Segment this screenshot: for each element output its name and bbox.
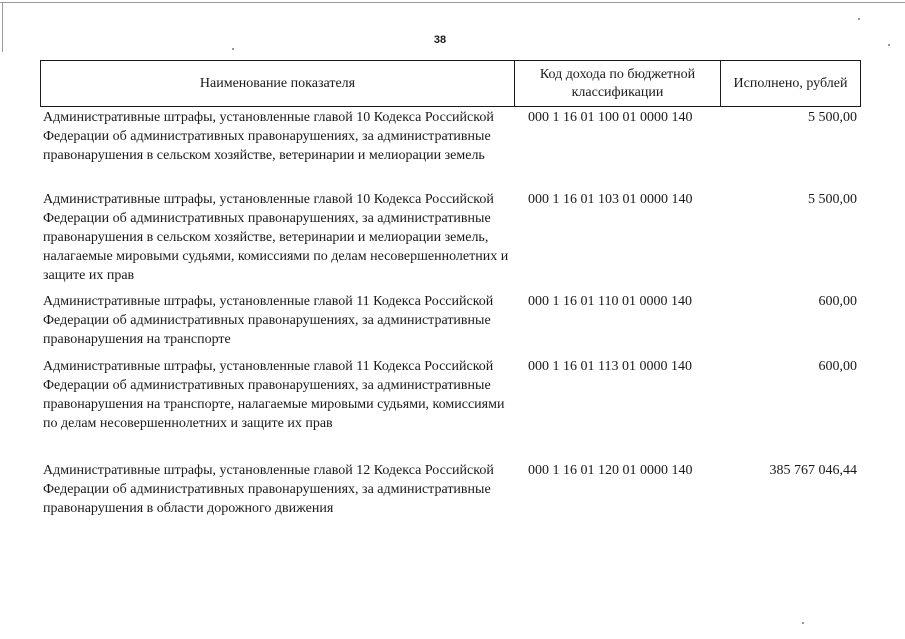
row-amount: 5 500,00: [808, 192, 857, 207]
row-name: Административные штрафы, установленные главой 10 Кодекса Российской Федерации об административных правонарушениях, за административные правонарушения в сельском хозяйстве, ветеринарии и мелиорации земель: [43, 110, 494, 163]
scan-speck: [232, 48, 234, 50]
table-row: [40, 357, 861, 433]
row-amount: 600,00: [818, 359, 857, 374]
scan-speck: [858, 18, 860, 20]
table-row: [40, 461, 861, 518]
row-amount: 5 500,00: [808, 110, 857, 125]
table-row: [40, 190, 861, 285]
table-row: [40, 292, 861, 349]
row-code: 000 1 16 01 103 01 0000 140: [528, 192, 693, 207]
header-code: Код дохода по бюджетной классификации: [515, 61, 721, 106]
row-amount: 385 767 046,44: [769, 463, 857, 478]
row-name: Административные штрафы, установленные главой 11 Кодекса Российской Федерации об административных правонарушениях, за административные правонарушения на транспорте, налагаемые мировыми судьями, комиссиями по делам несовершеннолетних и защите их прав: [43, 359, 505, 431]
table-header: [40, 60, 861, 107]
scan-speck: [888, 44, 890, 46]
header-amount: Исполнено, рублей: [733, 75, 848, 91]
row-name: Административные штрафы, установленные главой 12 Кодекса Российской Федерации об административных правонарушениях, за административные правонарушения в области дорожного движения: [43, 463, 494, 516]
row-code: 000 1 16 01 120 01 0000 140: [528, 463, 693, 478]
table-row: [40, 108, 861, 165]
row-code: 000 1 16 01 100 01 0000 140: [528, 110, 693, 125]
scan-speck: [802, 622, 804, 624]
row-code: 000 1 16 01 110 01 0000 140: [528, 294, 692, 309]
header-name: Наименование показателя: [41, 61, 515, 106]
page-number: 38: [433, 34, 447, 46]
scan-edge-top: [0, 2, 905, 3]
row-name: Административные штрафы, установленные главой 10 Кодекса Российской Федерации об административных правонарушениях, за административные правонарушения в сельском хозяйстве, ветеринарии и мелиорации земель, налагаемые мировыми судьями, комиссиями по делам несовершеннолетних и защите их прав: [43, 192, 509, 283]
row-name: Административные штрафы, установленные главой 11 Кодекса Российской Федерации об административных правонарушениях, за административные правонарушения на транспорте: [43, 294, 494, 347]
row-code: 000 1 16 01 113 01 0000 140: [528, 359, 692, 374]
row-amount: 600,00: [818, 294, 857, 309]
